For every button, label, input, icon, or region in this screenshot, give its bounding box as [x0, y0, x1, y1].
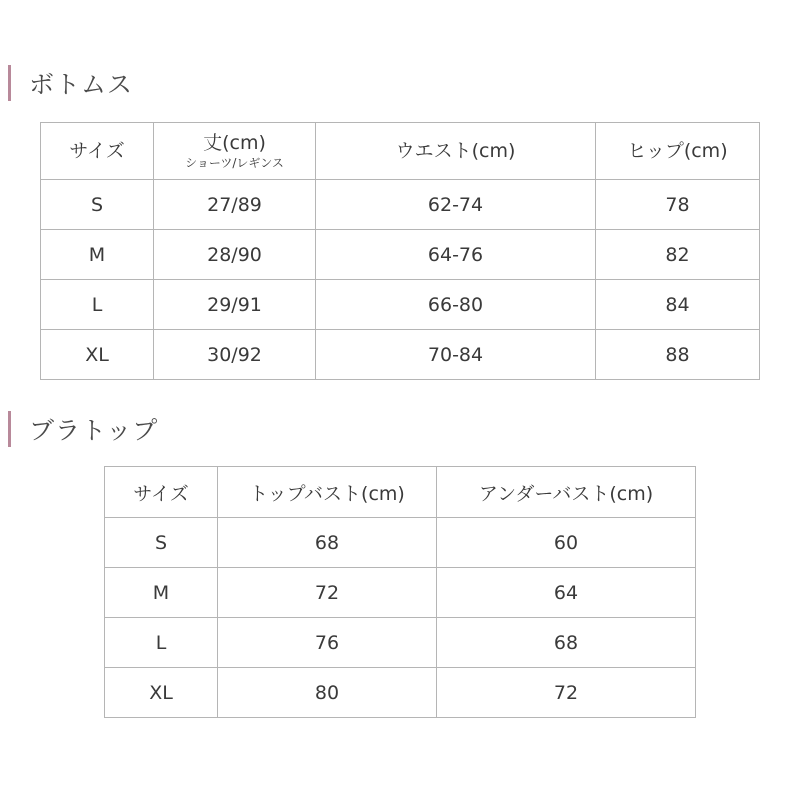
table-row [41, 180, 760, 230]
cell-length: 27/89 [154, 180, 316, 230]
cell-waist: 62-74 [316, 180, 596, 230]
bratop-heading [8, 409, 158, 449]
cell-waist: 70-84 [316, 330, 596, 380]
header-waist: ウエスト(cm) [316, 123, 596, 180]
cell-under-bust: 72 [437, 668, 696, 718]
table-row [41, 280, 760, 330]
cell-size: XL [41, 330, 154, 380]
cell-hip: 82 [596, 230, 760, 280]
cell-size: M [41, 230, 154, 280]
table-row [105, 568, 696, 618]
cell-top-bust: 80 [218, 668, 437, 718]
cell-top-bust: 76 [218, 618, 437, 668]
cell-length: 28/90 [154, 230, 316, 280]
table-header-row [105, 467, 696, 518]
cell-top-bust: 68 [218, 518, 437, 568]
table-row [105, 618, 696, 668]
table-row [41, 230, 760, 280]
header-under-bust: アンダーバスト(cm) [437, 467, 696, 518]
table-row [105, 668, 696, 718]
bratop-size-table [104, 466, 696, 718]
cell-under-bust: 64 [437, 568, 696, 618]
bratop-title: ブラトップ [29, 416, 159, 445]
cell-length: 29/91 [154, 280, 316, 330]
header-length: 丈(cm) ショーツ/レギンス [154, 123, 316, 180]
table-row [105, 518, 696, 568]
table-header-row [41, 123, 760, 180]
header-size: サイズ [105, 467, 218, 518]
header-length-sub: ショーツ/レギンス [185, 156, 284, 170]
cell-top-bust: 72 [218, 568, 437, 618]
cell-hip: 84 [596, 280, 760, 330]
cell-under-bust: 68 [437, 618, 696, 668]
header-hip: ヒップ(cm) [596, 123, 760, 180]
cell-length: 30/92 [154, 330, 316, 380]
table-row [41, 330, 760, 380]
bottoms-size-table [40, 122, 760, 380]
header-size: サイズ [41, 123, 154, 180]
cell-size: S [105, 518, 218, 568]
cell-size: L [105, 618, 218, 668]
header-top-bust: トップバスト(cm) [218, 467, 437, 518]
bottoms-heading [8, 63, 133, 103]
bottoms-title: ボトムス [29, 70, 134, 99]
cell-size: XL [105, 668, 218, 718]
cell-size: M [105, 568, 218, 618]
cell-hip: 88 [596, 330, 760, 380]
cell-waist: 64-76 [316, 230, 596, 280]
cell-waist: 66-80 [316, 280, 596, 330]
heading-accent-bar [8, 65, 11, 101]
cell-under-bust: 60 [437, 518, 696, 568]
cell-size: S [41, 180, 154, 230]
cell-hip: 78 [596, 180, 760, 230]
heading-accent-bar [8, 411, 11, 447]
cell-size: L [41, 280, 154, 330]
